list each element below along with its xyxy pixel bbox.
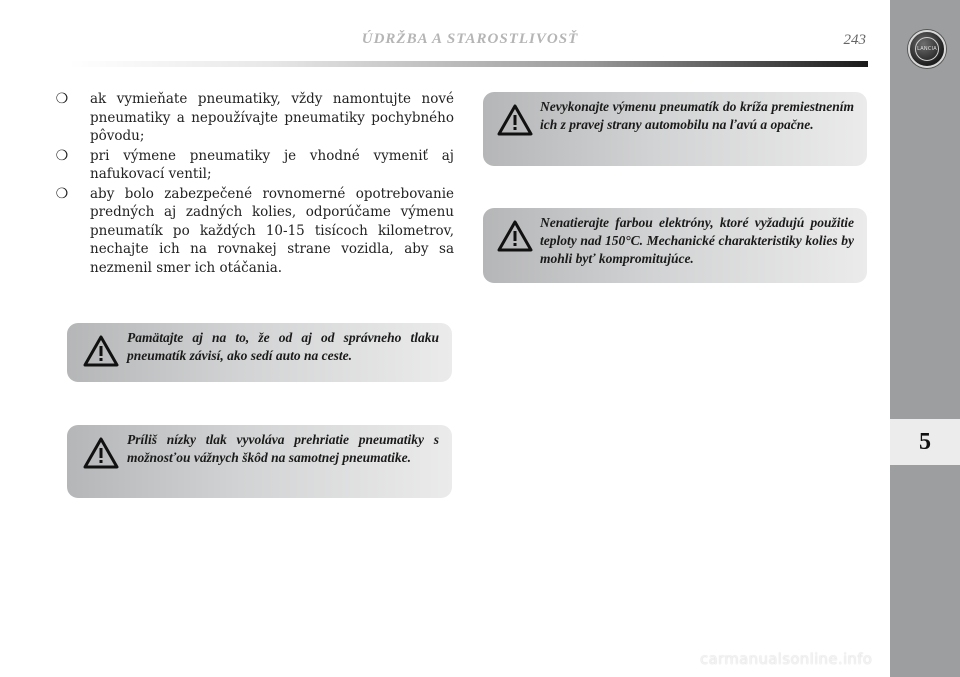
- warning-box: [483, 92, 867, 166]
- page-number: 243: [843, 32, 866, 48]
- lancia-logo-icon: [908, 30, 946, 68]
- watermark: carmanualsonline.info: [700, 650, 873, 668]
- warning-text: Nevykonajte výmenu pneumatík do kríža premiestnením ich z pravej strany automobilu na ľavú a opačne.: [540, 99, 854, 132]
- list-item: [44, 90, 454, 146]
- warning-triangle-icon: [83, 437, 119, 469]
- chapter-sidebar: [890, 0, 960, 677]
- warning-text: Pamätajte aj na to, že od aj od správneho tlaku pneumatík závisí, ako sedí auto na ceste.: [127, 330, 439, 363]
- chapter-tab[interactable]: 5: [890, 419, 960, 465]
- logo-text: LANCIA: [915, 37, 939, 61]
- warning-text: Príliš nízky tlak vyvoláva prehriatie pneumatiky s možnosťou vážnych škôd na samotnej pneumatike.: [127, 432, 439, 465]
- header-divider: [68, 61, 868, 67]
- bullet-circle-icon: ❍: [55, 91, 69, 107]
- list-item-text: ak vymieňate pneumatiky, vždy namontujte nové pneumatiky a nepoužívajte pneumatiky pochybného pôvodu;: [90, 91, 454, 144]
- list-item-text: pri výmene pneumatiky je vhodné vymeniť aj nafukovací ventil;: [90, 147, 454, 182]
- section-title: ÚDRŽBA A STAROSTLIVOSŤ: [361, 31, 579, 47]
- warning-text: Nenatierajte farbou elektróny, ktoré vyžadujú použitie teploty nad 150°C. Mechanické charakteristiky kolies by mohli byť kompromitujúce.: [540, 215, 854, 266]
- list-item: [44, 185, 454, 278]
- list-item: [44, 147, 454, 184]
- bullet-list: [44, 90, 454, 278]
- warning-box: [67, 425, 452, 498]
- warning-triangle-icon: [83, 335, 119, 367]
- warning-triangle-icon: [497, 220, 533, 252]
- warning-triangle-icon: [497, 104, 533, 136]
- list-item-text: aby bolo zabezpečené rovnomerné opotrebovanie predných aj zadných kolies, odporúčame výmenu pneumatík po každých 10-15 tisícoch kilometrov, nechajte ich na rovnakej strane vozidla, aby sa nezmenil smer ich otáčania.: [90, 185, 454, 276]
- warning-box: [483, 208, 867, 283]
- bullet-circle-icon: ❍: [55, 185, 69, 202]
- bullet-circle-icon: ❍: [55, 147, 69, 164]
- warning-box: [67, 323, 452, 382]
